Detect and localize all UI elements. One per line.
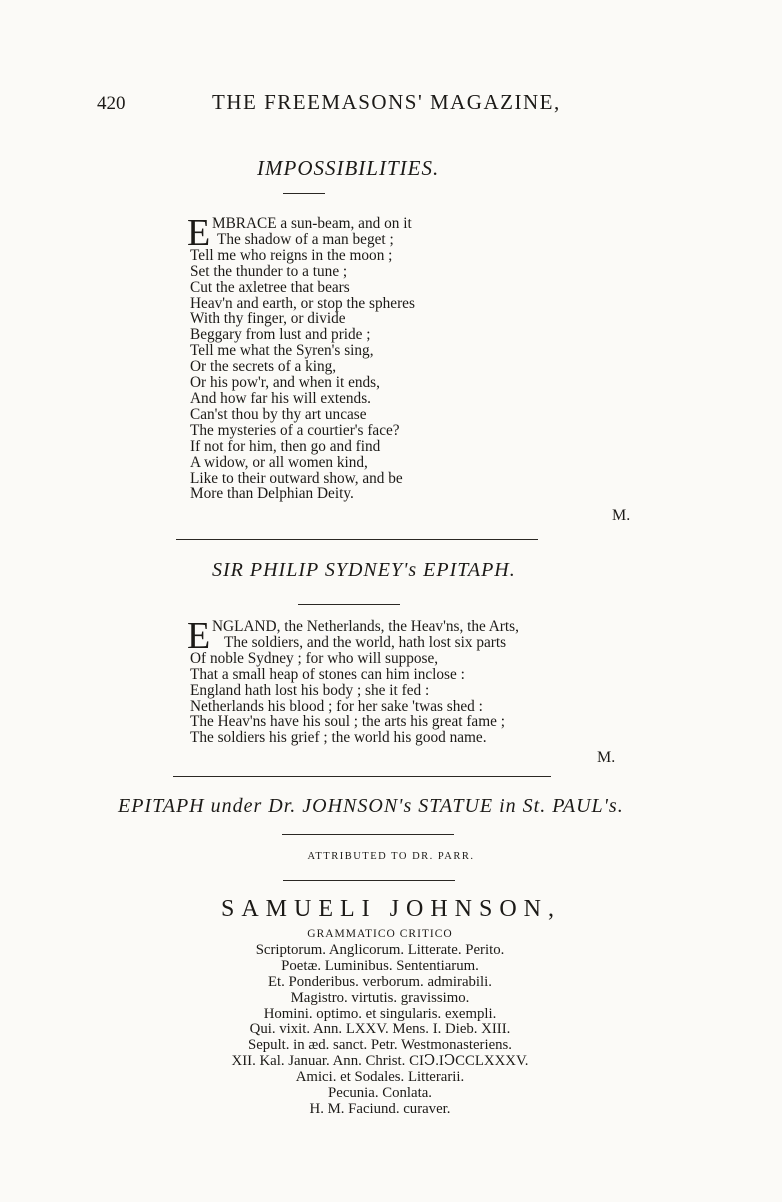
poem-line: Tell me what the Syren's sing, <box>190 342 374 360</box>
drop-cap: E <box>187 615 211 657</box>
poem-signature: M. <box>597 749 616 766</box>
inscription-line: Amici. et Sodales. Litterarii. <box>295 1069 465 1086</box>
poem-line: Of noble Sydney ; for who will suppose, <box>190 649 439 667</box>
section-divider <box>173 776 551 777</box>
inscription-line: Et. Ponderibus. verborum. admirabili. <box>268 973 492 990</box>
poem-line: Or his pow'r, and when it ends, <box>190 374 380 392</box>
poem-line: The mysteries of a courtier's face? <box>190 421 400 439</box>
inscription-line: Poetæ. Luminibus. Sententiarum. <box>281 957 479 974</box>
title-rule <box>283 193 325 194</box>
poem-line: Tell me who reigns in the moon ; <box>190 246 393 264</box>
poem-impossibilities <box>190 216 415 502</box>
attribution: ATTRIBUTED TO DR. PARR. <box>307 851 475 862</box>
page-number: 420 <box>97 93 126 114</box>
inscription-line: Pecunia. Conlata. <box>328 1085 432 1102</box>
inscription-line: H. M. Faciund. curaver. <box>309 1100 451 1117</box>
drop-cap: E <box>187 212 211 254</box>
poem-line: The soldiers, and the world, hath lost six parts <box>224 633 507 651</box>
poem-line: If not for him, then go and find <box>190 437 381 455</box>
inscription-line: GRAMMATICO CRITICO <box>307 928 453 940</box>
poem-line: The soldiers his grief ; the world his good name. <box>190 729 487 747</box>
poem-line: MBRACE a sun-beam, and on it <box>212 215 412 232</box>
inscription-line: Homini. optimo. et singularis. exempli. <box>263 1005 497 1022</box>
inscription-line: Qui. vixit. Ann. LXXV. Mens. I. Dieb. XIII. <box>249 1021 511 1038</box>
epitaph-heading: SAMUELI JOHNSON, <box>220 896 561 922</box>
epitaph-title: EPITAPH under Dr. JOHNSON's STATUE in St. PAUL's. <box>118 795 624 817</box>
poem-line: Set the thunder to a tune ; <box>190 262 348 280</box>
poem-line: Or the secrets of a king, <box>190 358 337 376</box>
title-rule <box>283 880 455 881</box>
poem-line: With thy finger, or divide <box>190 310 346 328</box>
poem-line: Heav'n and earth, or stop the spheres <box>190 294 415 312</box>
poem-line: England hath lost his body ; she it fed : <box>190 681 430 699</box>
poem-sydney-epitaph <box>190 619 519 746</box>
poem-line: Can'st thou by thy art uncase <box>190 405 367 423</box>
poem-line: Netherlands his blood ; for her sake 'twas shed : <box>190 697 483 715</box>
title-rule <box>282 834 454 835</box>
poem-line: The shadow of a man beget ; <box>217 230 394 248</box>
poem-line: That a small heap of stones can him inclose : <box>190 665 465 683</box>
poem-line: More than Delphian Deity. <box>190 485 354 503</box>
inscription-line: Sepult. in æd. sanct. Petr. Westmonasteriens. <box>247 1037 513 1054</box>
poem-signature: M. <box>612 507 631 524</box>
section-divider <box>176 539 538 540</box>
title-rule <box>298 604 400 605</box>
poem-line: NGLAND, the Netherlands, the Heav'ns, the Arts, <box>212 618 519 635</box>
inscription-line: Scriptorum. Anglicorum. Litterate. Perito. <box>255 941 505 958</box>
inscription-line: XII. Kal. Januar. Ann. Christ. CIↃ.IↃCCLXXXV. <box>231 1053 529 1070</box>
epitaph-inscription <box>180 927 580 1118</box>
poem-title-impossibilities: IMPOSSIBILITIES. <box>257 156 440 180</box>
running-title: THE FREEMASONS' MAGAZINE, <box>212 90 561 114</box>
poem-line: Beggary from lust and pride ; <box>190 326 371 344</box>
poem-line: Cut the axletree that bears <box>190 278 350 296</box>
poem-line: A widow, or all women kind, <box>190 453 368 471</box>
inscription-line: Magistro. virtutis. gravissimo. <box>290 989 470 1006</box>
poem-line: Like to their outward show, and be <box>190 469 403 487</box>
poem-title-sydney-epitaph: SIR PHILIP SYDNEY's EPITAPH. <box>212 559 516 581</box>
poem-line: And how far his will extends. <box>190 389 371 407</box>
poem-line: The Heav'ns have his soul ; the arts his great fame ; <box>190 713 505 731</box>
